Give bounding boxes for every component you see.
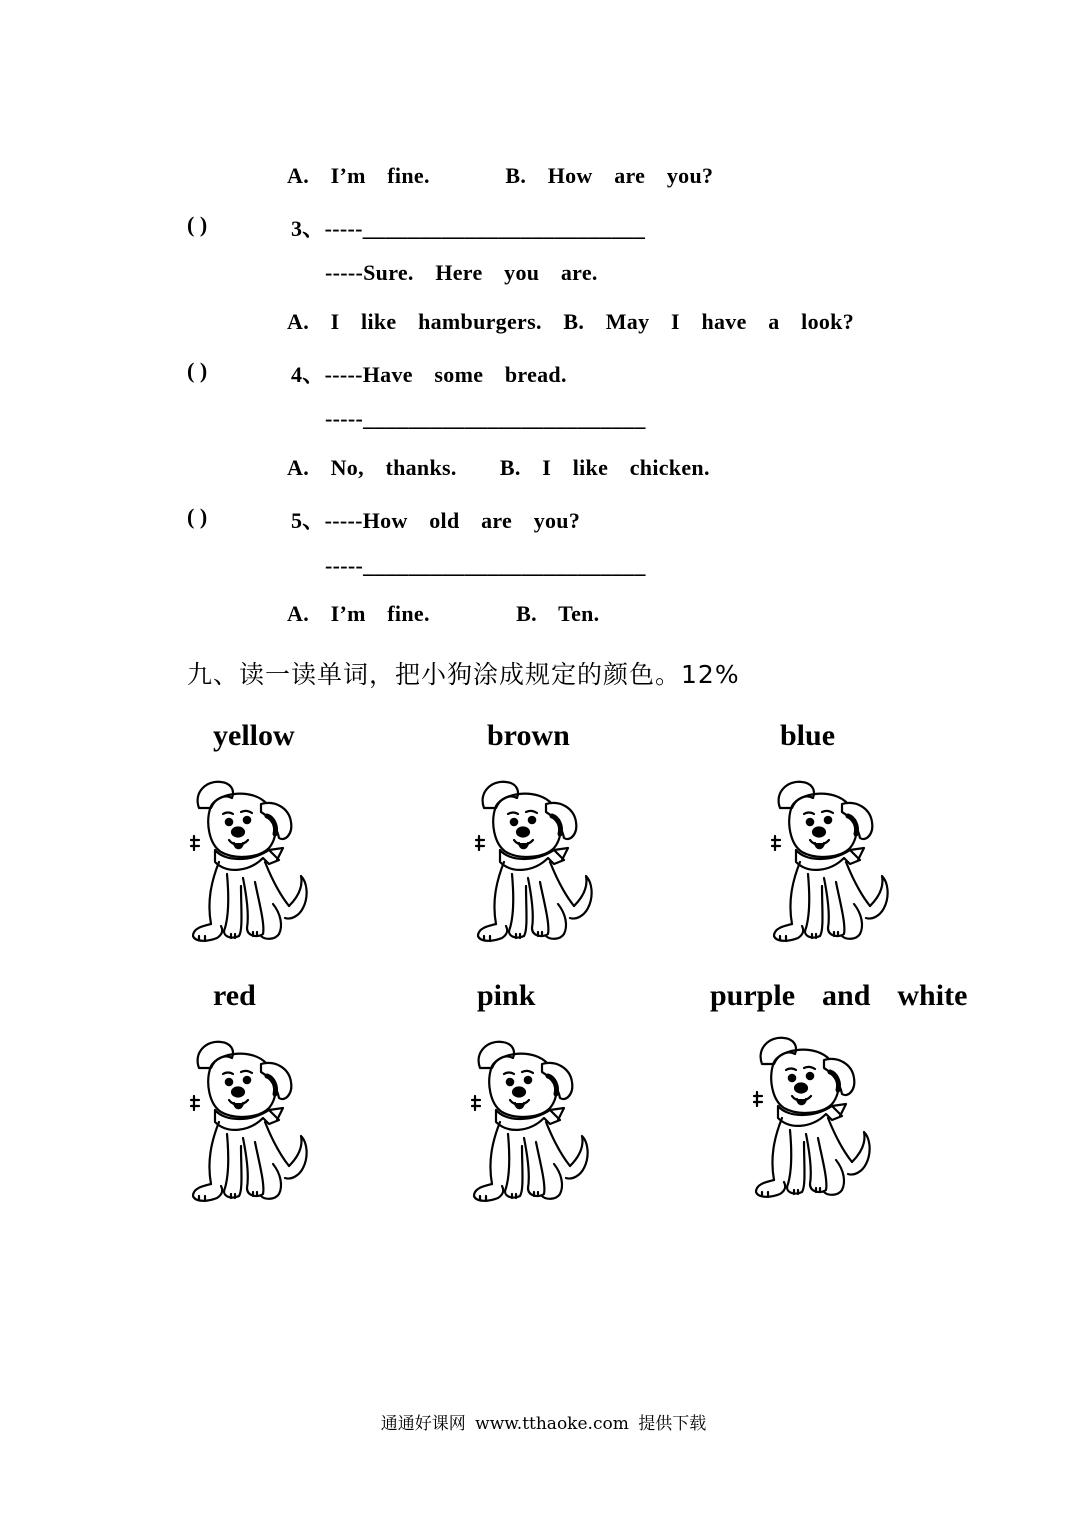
color-word-blue: blue [780,719,836,752]
question-3-reply: -----Sure. Here you are. [325,260,598,285]
dog-picture-purple-and-white[interactable] [748,1034,873,1204]
dog-picture-brown[interactable] [470,778,595,948]
color-word-brown: brown [487,719,570,752]
dog-picture-blue[interactable] [766,778,891,948]
dog-picture-yellow[interactable] [185,778,310,948]
question-5-options: A. I’m fine. B. Ten. [287,601,600,626]
question-5-prompt: 5、-----How old are you? [291,508,581,533]
color-word-purple-and-white: purple and white [710,979,968,1012]
question-5-answer-paren: ( ) [187,504,208,529]
question-4-answer-paren: ( ) [187,358,208,383]
dog-picture-red[interactable] [185,1038,310,1208]
question-4-prompt: 4、-----Have some bread. [291,362,567,387]
color-word-red: red [213,979,256,1012]
page-footer: 通通好课网 www.tthaoke.com 提供下载 [380,1414,707,1434]
color-word-pink: pink [477,979,536,1012]
question-3-prompt: 3、-----_________________________ [291,216,646,241]
question-3-answer-paren: ( ) [187,212,208,237]
section-heading: 九、读一读单词，把小狗涂成规定的颜色。12% [187,660,740,689]
question-4-reply: -----_________________________ [325,406,646,431]
dog-picture-pink[interactable] [466,1038,591,1208]
question-2-options: A. I’m fine. B. How are you? [287,163,714,188]
question-5-reply: -----_________________________ [325,553,646,578]
color-word-yellow: yellow [213,719,295,752]
question-4-options: A. No, thanks. B. I like chicken. [287,455,710,480]
question-3-options: A. I like hamburgers. B. May I have a look? [287,309,855,334]
